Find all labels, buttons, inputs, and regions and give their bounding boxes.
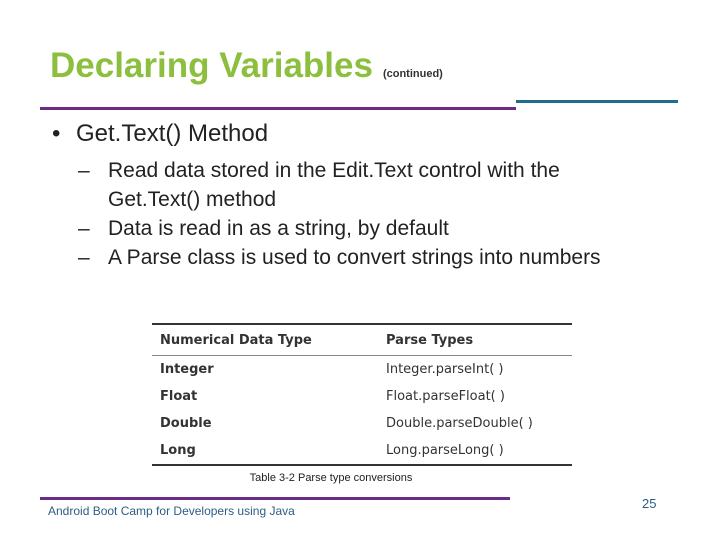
bullet-dot: •: [52, 120, 61, 147]
sub-bullet-item: [78, 214, 638, 243]
dash-marker: –: [78, 246, 90, 269]
sub-bullet-item: [78, 243, 638, 272]
footer-rule: [40, 497, 510, 500]
slide-title-suffix: (continued): [382, 68, 443, 80]
table-header-cell: Parse Types: [378, 325, 572, 356]
sub-bullet-list: [78, 156, 638, 272]
table-caption: Table 3-2 Parse type conversions: [249, 472, 413, 484]
table-row: [152, 410, 572, 437]
slide-title: [50, 46, 443, 86]
title-rule-teal: [516, 100, 678, 103]
table-cell: Float: [160, 389, 198, 404]
page-number: 25: [642, 496, 657, 511]
table-cell: Double.parseDouble( ): [386, 416, 533, 431]
slide-title-text: Declaring Variables: [50, 46, 373, 85]
main-bullet-text: Get.Text() Method: [76, 120, 269, 147]
sub-bullet-text: Data is read in as a string, by default: [108, 217, 449, 240]
main-bullet: [52, 120, 268, 148]
table-row: [152, 356, 572, 384]
table-row: [152, 437, 572, 464]
sub-bullet-item: [78, 156, 638, 214]
table-cell: Long.parseLong( ): [386, 443, 504, 458]
title-rule-purple: [40, 107, 516, 110]
table-cell: Integer: [160, 362, 214, 377]
table-cell: Long: [160, 443, 196, 458]
sub-bullet-text: Read data stored in the Edit.Text control with the Get.Text() method: [108, 159, 560, 211]
table-row: [152, 383, 572, 410]
dash-marker: –: [78, 217, 90, 240]
table-header-cell: Numerical Data Type: [152, 325, 378, 356]
table-header-row: [152, 325, 572, 356]
parse-types-table: [152, 323, 572, 466]
table-cell: Integer.parseInt( ): [386, 362, 504, 377]
dash-marker: –: [78, 159, 90, 182]
sub-bullet-text: A Parse class is used to convert strings into numbers: [108, 246, 601, 269]
table-cell: Double: [160, 416, 212, 431]
footer-text: Android Boot Camp for Developers using Java: [48, 504, 295, 518]
table-cell: Float.parseFloat( ): [386, 389, 505, 404]
